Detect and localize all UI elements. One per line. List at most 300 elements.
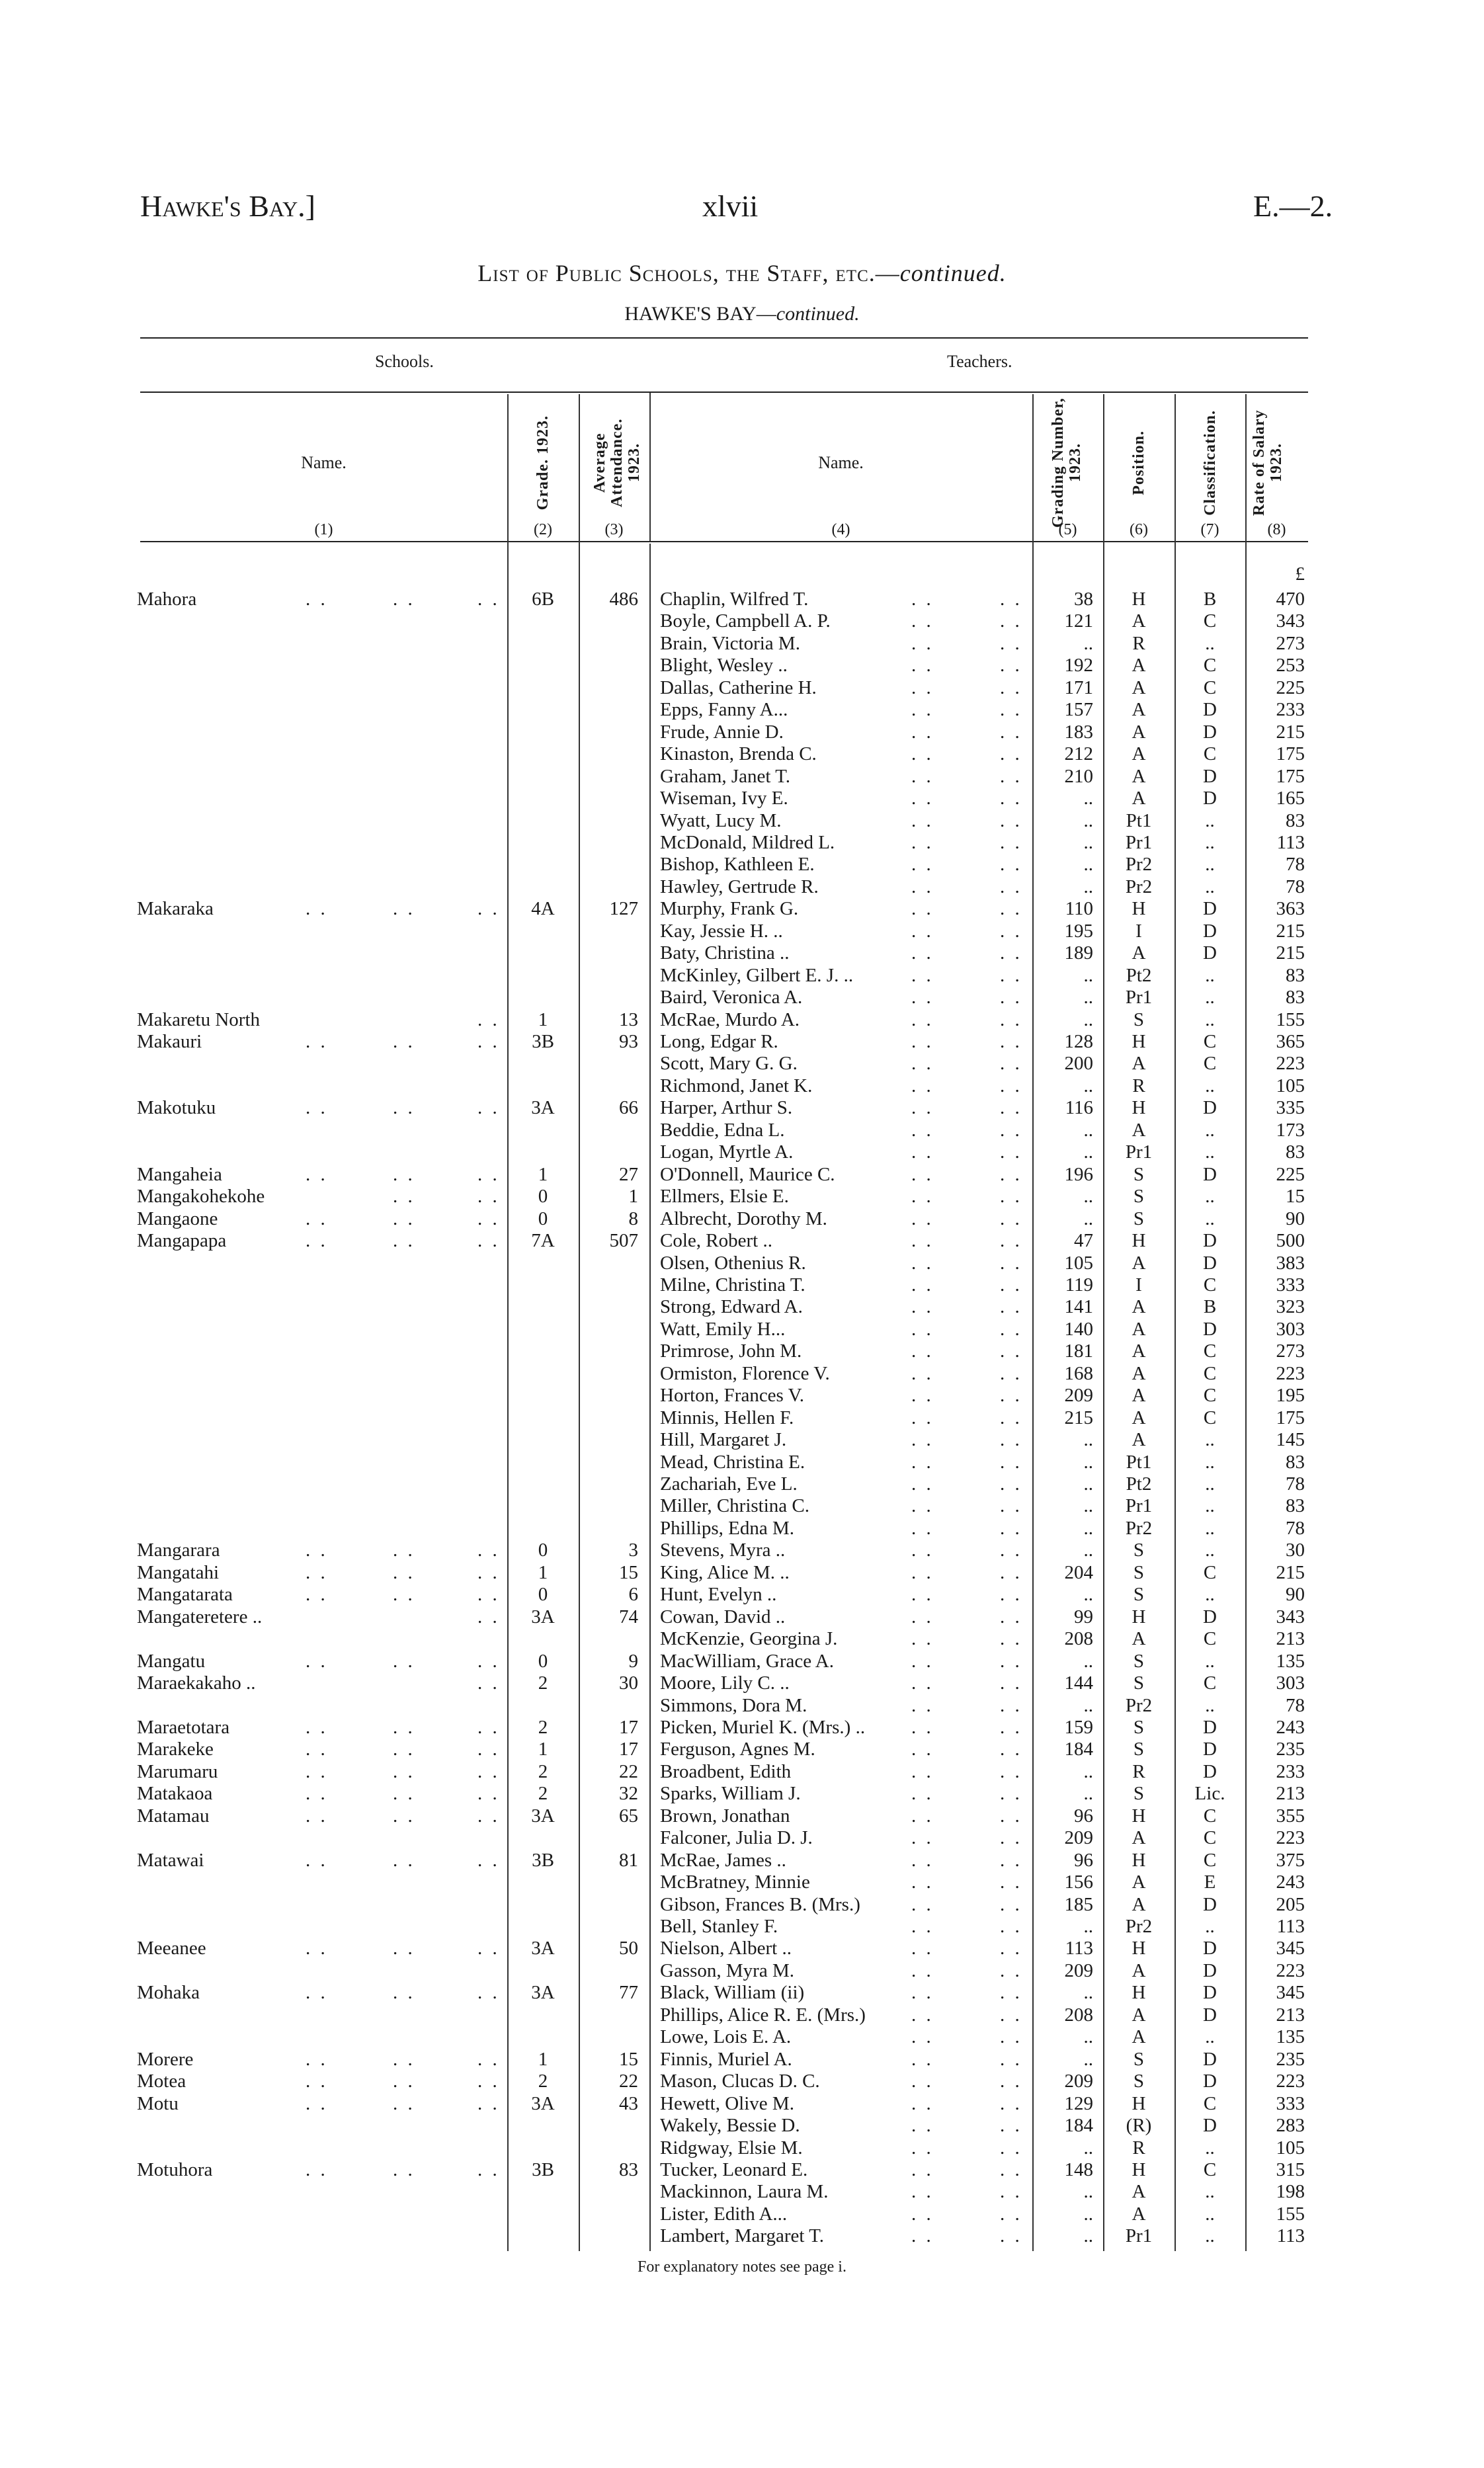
leader-dots: . . — [911, 1451, 934, 1473]
currency-symbol: £ — [1295, 563, 1305, 585]
salary: 83 — [1286, 1495, 1305, 1517]
leader-dots: . . — [1000, 876, 1022, 897]
leader-dots: . . — [911, 854, 934, 876]
col-header-attendance: Average Attendance. 1923. — [591, 418, 643, 508]
classification: .. — [1205, 1075, 1215, 1096]
leader-dots: . . — [393, 589, 415, 610]
school-name: Makaraka — [137, 898, 214, 920]
table-row — [0, 1894, 1484, 1916]
school-grade: 2 — [538, 1760, 548, 1782]
school-grade: 3A — [531, 1606, 555, 1627]
table-row — [0, 1717, 1484, 1739]
classification: B — [1203, 1296, 1217, 1318]
grading-number: 215 — [1064, 1407, 1093, 1428]
leader-dots: . . — [306, 1208, 328, 1229]
table-row — [0, 1452, 1484, 1473]
teacher-name: Blight, Wesley .. — [660, 655, 788, 677]
leader-dots: . . — [911, 809, 934, 831]
salary: 83 — [1286, 964, 1305, 986]
section-subtitle — [0, 303, 1484, 325]
grading-number: 189 — [1064, 942, 1093, 964]
leader-dots: . . — [911, 1362, 934, 1384]
leader-dots: . . — [911, 1805, 934, 1827]
leader-dots: . . — [306, 2092, 328, 2114]
col-number-5: (5) — [1058, 521, 1077, 538]
position: H — [1132, 1982, 1146, 2004]
position: A — [1132, 610, 1146, 632]
grading-number: 128 — [1064, 1031, 1093, 1052]
leader-dots: . . — [1000, 1540, 1022, 1561]
table-row — [0, 721, 1484, 743]
leader-dots: . . — [911, 2026, 934, 2048]
salary: 223 — [1276, 1362, 1305, 1384]
leader-dots: . . — [1000, 1783, 1022, 1805]
school-name: Motea — [137, 2071, 186, 2092]
teacher-name: Strong, Edward A. — [660, 1296, 803, 1318]
classification: C — [1203, 1385, 1217, 1407]
teacher-name: Ferguson, Agnes M. — [660, 1739, 815, 1760]
position: S — [1133, 1716, 1145, 1738]
position: Pr2 — [1125, 876, 1153, 897]
salary: 225 — [1276, 1163, 1305, 1185]
leader-dots: . . — [911, 920, 934, 942]
position: Pr2 — [1125, 1517, 1153, 1539]
leader-dots: . . — [911, 2181, 934, 2203]
leader-dots: . . — [1000, 831, 1022, 853]
leader-dots: . . — [1000, 1650, 1022, 1672]
school-name: Mangakohekohe — [137, 1186, 265, 1208]
position: A — [1132, 1827, 1146, 1849]
leader-dots: . . — [1000, 2004, 1022, 2026]
leader-dots: . . — [1000, 1872, 1022, 1893]
teacher-name: MacWilliam, Grace A. — [660, 1650, 834, 1672]
leader-dots: . . — [393, 1230, 415, 1252]
teacher-name: Lister, Edith A... — [660, 2203, 788, 2225]
school-name: Maraetotara — [137, 1716, 230, 1738]
salary: 83 — [1286, 987, 1305, 1008]
leader-dots: . . — [1000, 1296, 1022, 1318]
leader-dots: . . — [911, 987, 934, 1008]
table-row — [0, 610, 1484, 632]
leader-dots: . . — [393, 2071, 415, 2092]
teacher-name: Ellmers, Elsie E. — [660, 1186, 789, 1208]
salary: 175 — [1276, 765, 1305, 787]
school-grade: 0 — [538, 1584, 548, 1606]
leader-dots: . . — [477, 1650, 500, 1672]
table-row — [0, 1407, 1484, 1429]
table-row — [0, 1540, 1484, 1561]
leader-dots: . . — [1000, 1031, 1022, 1052]
leader-dots: . . — [1000, 2071, 1022, 2092]
table-row — [0, 965, 1484, 987]
salary: 500 — [1276, 1230, 1305, 1252]
teacher-name: Bell, Stanley F. — [660, 1916, 778, 1937]
classification: .. — [1205, 854, 1215, 876]
leader-dots: . . — [1000, 1517, 1022, 1539]
grading-number: .. — [1083, 964, 1093, 986]
grading-number: 181 — [1064, 1340, 1093, 1362]
group-divider — [649, 393, 651, 541]
classification: D — [1203, 1716, 1217, 1738]
position: A — [1132, 699, 1146, 721]
leader-dots: . . — [306, 589, 328, 610]
leader-dots: . . — [911, 1318, 934, 1340]
grading-number: .. — [1083, 1584, 1093, 1606]
grading-number: .. — [1083, 1783, 1093, 1805]
classification: .. — [1205, 2026, 1215, 2048]
grading-number: .. — [1083, 1517, 1093, 1539]
leader-dots: . . — [911, 721, 934, 743]
leader-dots: . . — [1000, 1451, 1022, 1473]
school-attendance: 81 — [619, 1849, 638, 1871]
leader-dots: . . — [306, 2159, 328, 2180]
leader-dots: . . — [911, 1540, 934, 1561]
leader-dots: . . — [477, 1208, 500, 1229]
classification: .. — [1205, 1141, 1215, 1163]
teacher-name: Hewett, Olive M. — [660, 2092, 794, 2114]
leader-dots: . . — [911, 1274, 934, 1296]
table-row — [0, 1075, 1484, 1097]
salary: 223 — [1276, 1959, 1305, 1981]
position: A — [1132, 1362, 1146, 1384]
school-attendance: 32 — [619, 1783, 638, 1805]
school-attendance: 27 — [619, 1163, 638, 1185]
salary: 215 — [1276, 721, 1305, 743]
teacher-name: Hawley, Gertrude R. — [660, 876, 819, 897]
table-row — [0, 1783, 1484, 1805]
teacher-name: King, Alice M. .. — [660, 1561, 790, 1583]
teacher-name: Falconer, Julia D. J. — [660, 1827, 813, 1849]
table-row — [0, 1164, 1484, 1186]
column-header-rule — [140, 541, 1308, 542]
school-attendance: 93 — [619, 1031, 638, 1052]
leader-dots: . . — [911, 1916, 934, 1937]
leader-dots: . . — [477, 1540, 500, 1561]
table-row — [0, 2159, 1484, 2181]
position: R — [1132, 2137, 1145, 2159]
table-row — [0, 1097, 1484, 1119]
classification: D — [1203, 2004, 1217, 2026]
leader-dots: . . — [477, 898, 500, 920]
school-attendance: 3 — [628, 1540, 638, 1561]
school-attendance: 66 — [619, 1097, 638, 1119]
leader-dots: . . — [393, 1540, 415, 1561]
position: A — [1132, 1385, 1146, 1407]
leader-dots: . . — [911, 1672, 934, 1694]
table-row — [0, 1938, 1484, 1959]
teacher-name: Zachariah, Eve L. — [660, 1473, 798, 1495]
grading-number: 99 — [1074, 1606, 1093, 1627]
classification: C — [1203, 1805, 1217, 1827]
leader-dots: . . — [911, 1075, 934, 1096]
table-row — [0, 1695, 1484, 1717]
school-name: Makaretu North — [137, 1008, 261, 1030]
leader-dots: . . — [1000, 743, 1022, 765]
group-header-rule — [140, 391, 1308, 393]
leader-dots: . . — [911, 1849, 934, 1871]
classification: D — [1203, 2048, 1217, 2070]
classification: C — [1203, 1561, 1217, 1583]
leader-dots: . . — [393, 2092, 415, 2114]
table-row — [0, 677, 1484, 699]
footnote: For explanatory notes see page i. — [638, 2258, 846, 2276]
teacher-name: O'Donnell, Maurice C. — [660, 1163, 835, 1185]
salary: 235 — [1276, 1739, 1305, 1760]
leader-dots: . . — [1000, 610, 1022, 632]
school-grade: 1 — [538, 1008, 548, 1030]
teacher-name: Mason, Clucas D. C. — [660, 2071, 820, 2092]
col-number-7: (7) — [1200, 521, 1219, 538]
school-attendance: 43 — [619, 2092, 638, 2114]
position: H — [1132, 1097, 1146, 1119]
leader-dots: . . — [306, 1938, 328, 1959]
position: H — [1132, 1031, 1146, 1052]
salary: 78 — [1286, 1517, 1305, 1539]
leader-dots: . . — [306, 2071, 328, 2092]
leader-dots: . . — [1000, 1340, 1022, 1362]
salary: 155 — [1276, 1008, 1305, 1030]
leader-dots: . . — [911, 699, 934, 721]
teacher-name: Ridgway, Elsie M. — [660, 2137, 803, 2159]
table-row — [0, 1495, 1484, 1517]
classification: .. — [1205, 1584, 1215, 1606]
position: S — [1133, 1208, 1145, 1229]
subtitle-text: HAWKE'S BAY— — [624, 303, 776, 325]
teacher-name: Black, William (ii) — [660, 1982, 805, 2004]
leader-dots: . . — [1000, 1318, 1022, 1340]
teacher-name: Logan, Myrtle A. — [660, 1141, 794, 1163]
leader-dots: . . — [393, 1650, 415, 1672]
classification: C — [1203, 2159, 1217, 2180]
grading-number: 148 — [1064, 2159, 1093, 2180]
leader-dots: . . — [1000, 2225, 1022, 2247]
grading-number: 144 — [1064, 1672, 1093, 1694]
position: H — [1132, 1849, 1146, 1871]
position: A — [1132, 1053, 1146, 1075]
teacher-name: Graham, Janet T. — [660, 765, 791, 787]
classification: .. — [1205, 831, 1215, 853]
school-attendance: 17 — [619, 1739, 638, 1760]
teacher-name: Brown, Jonathan — [660, 1805, 790, 1827]
table-row — [0, 1827, 1484, 1849]
position: S — [1133, 1783, 1145, 1805]
leader-dots: . . — [477, 1982, 500, 2004]
leader-dots: . . — [1000, 2115, 1022, 2137]
leader-dots: . . — [911, 655, 934, 677]
table-top-rule — [140, 337, 1308, 339]
position: S — [1133, 1672, 1145, 1694]
table-row — [0, 1186, 1484, 1208]
classification: .. — [1205, 1517, 1215, 1539]
table-row — [0, 2026, 1484, 2048]
leader-dots: . . — [911, 898, 934, 920]
school-name: Mangarara — [137, 1540, 220, 1561]
position: A — [1132, 1340, 1146, 1362]
salary: 90 — [1286, 1208, 1305, 1229]
leader-dots: . . — [1000, 964, 1022, 986]
leader-dots: . . — [477, 1561, 500, 1583]
grading-number: 157 — [1064, 699, 1093, 721]
leader-dots: . . — [911, 1872, 934, 1893]
salary: 83 — [1286, 1141, 1305, 1163]
leader-dots: . . — [306, 1163, 328, 1185]
leader-dots: . . — [306, 1716, 328, 1738]
table-row — [0, 1296, 1484, 1318]
teacher-name: Kinaston, Brenda C. — [660, 743, 817, 765]
grading-number: 183 — [1064, 721, 1093, 743]
classification: D — [1203, 788, 1217, 809]
classification: .. — [1205, 2137, 1215, 2159]
table-row — [0, 942, 1484, 964]
position: A — [1132, 677, 1146, 698]
table-row — [0, 699, 1484, 721]
position: R — [1132, 632, 1145, 654]
teacher-name: Stevens, Myra .. — [660, 1540, 786, 1561]
leader-dots: . . — [306, 1783, 328, 1805]
leader-dots: . . — [393, 1561, 415, 1583]
position: H — [1132, 1805, 1146, 1827]
position: A — [1132, 1318, 1146, 1340]
leader-dots: . . — [911, 2004, 934, 2026]
leader-dots: . . — [1000, 1274, 1022, 1296]
teacher-name: Frude, Annie D. — [660, 721, 784, 743]
classification: .. — [1205, 809, 1215, 831]
teacher-name: Wakely, Bessie D. — [660, 2115, 800, 2137]
leader-dots: . . — [1000, 1385, 1022, 1407]
grading-number: 168 — [1064, 1362, 1093, 1384]
position: R — [1132, 1075, 1145, 1096]
salary: 273 — [1276, 632, 1305, 654]
position: A — [1132, 1252, 1146, 1274]
leader-dots: . . — [911, 1473, 934, 1495]
leader-dots: . . — [911, 1407, 934, 1428]
classification: Lic. — [1194, 1783, 1225, 1805]
school-name: Maraekakaho .. — [137, 1672, 256, 1694]
school-name: Matawai — [137, 1849, 204, 1871]
leader-dots: . . — [911, 1031, 934, 1052]
classification: D — [1203, 1760, 1217, 1782]
salary: 383 — [1276, 1252, 1305, 1274]
table-row — [0, 854, 1484, 876]
grading-number: .. — [1083, 1119, 1093, 1141]
leader-dots: . . — [911, 2159, 934, 2180]
school-grade: 2 — [538, 1783, 548, 1805]
leader-dots: . . — [1000, 1739, 1022, 1760]
school-attendance: 15 — [619, 2048, 638, 2070]
leader-dots: . . — [1000, 1429, 1022, 1451]
salary: 213 — [1276, 1783, 1305, 1805]
leader-dots: . . — [1000, 765, 1022, 787]
leader-dots: . . — [911, 1827, 934, 1849]
leader-dots: . . — [306, 1982, 328, 2004]
salary: 175 — [1276, 743, 1305, 765]
teacher-name: Brain, Victoria M. — [660, 632, 800, 654]
teacher-name: Bishop, Kathleen E. — [660, 854, 815, 876]
table-row — [0, 1253, 1484, 1274]
salary: 213 — [1276, 1628, 1305, 1650]
grading-number: 121 — [1064, 610, 1093, 632]
position: A — [1132, 1296, 1146, 1318]
classification: D — [1203, 1606, 1217, 1627]
school-grade: 4A — [531, 898, 555, 920]
table-row — [0, 1031, 1484, 1053]
leader-dots: . . — [911, 1163, 934, 1185]
school-grade: 0 — [538, 1540, 548, 1561]
position: A — [1132, 655, 1146, 677]
teacher-name: Hunt, Evelyn .. — [660, 1584, 777, 1606]
table-row — [0, 1739, 1484, 1760]
salary: 198 — [1276, 2181, 1305, 2203]
table-row — [0, 2049, 1484, 2071]
leader-dots: . . — [911, 1650, 934, 1672]
col-header-teacher-name: Name. — [818, 453, 864, 472]
leader-dots: . . — [911, 1893, 934, 1915]
school-attendance: 65 — [619, 1805, 638, 1827]
teacher-name: Baty, Christina .. — [660, 942, 790, 964]
leader-dots: . . — [1000, 898, 1022, 920]
table-row — [0, 1473, 1484, 1495]
salary: 205 — [1276, 1893, 1305, 1915]
salary: 233 — [1276, 1760, 1305, 1782]
teacher-name: McKenzie, Georgina J. — [660, 1628, 838, 1650]
leader-dots: . . — [1000, 699, 1022, 721]
table-row — [0, 2004, 1484, 2026]
salary: 78 — [1286, 1694, 1305, 1716]
leader-dots: . . — [477, 1606, 500, 1627]
teacher-name: Wiseman, Ivy E. — [660, 788, 788, 809]
teacher-name: Hill, Margaret J. — [660, 1429, 787, 1451]
salary: 83 — [1286, 1451, 1305, 1473]
leader-dots: . . — [911, 1208, 934, 1229]
salary: 315 — [1276, 2159, 1305, 2180]
table-row — [0, 1120, 1484, 1141]
grading-number: 159 — [1064, 1716, 1093, 1738]
classification: D — [1203, 1230, 1217, 1252]
salary: 215 — [1276, 920, 1305, 942]
teacher-name: Milne, Christina T. — [660, 1274, 805, 1296]
leader-dots: . . — [1000, 1097, 1022, 1119]
leader-dots: . . — [911, 765, 934, 787]
grading-number: .. — [1083, 987, 1093, 1008]
teacher-name: Lowe, Lois E. A. — [660, 2026, 792, 2048]
col-number-6: (6) — [1130, 521, 1148, 538]
leader-dots: . . — [1000, 1561, 1022, 1583]
grading-number: 96 — [1074, 1849, 1093, 1871]
leader-dots: . . — [1000, 1252, 1022, 1274]
leader-dots: . . — [1000, 854, 1022, 876]
leader-dots: . . — [393, 1097, 415, 1119]
school-name: Makotuku — [137, 1097, 216, 1119]
teacher-name: Mead, Christina E. — [660, 1451, 805, 1473]
grading-number: 204 — [1064, 1561, 1093, 1583]
grading-number: 208 — [1064, 2004, 1093, 2026]
school-name: Mangaone — [137, 1208, 218, 1229]
school-attendance: 22 — [619, 2071, 638, 2092]
salary: 335 — [1276, 1097, 1305, 1119]
salary: 333 — [1276, 2092, 1305, 2114]
classification: .. — [1205, 1429, 1215, 1451]
leader-dots: . . — [477, 1008, 500, 1030]
position: S — [1133, 1540, 1145, 1561]
school-grade: 2 — [538, 1672, 548, 1694]
grading-number: .. — [1083, 788, 1093, 809]
leader-dots: . . — [911, 1561, 934, 1583]
classification: .. — [1205, 987, 1215, 1008]
salary: 363 — [1276, 898, 1305, 920]
leader-dots: . . — [1000, 987, 1022, 1008]
leader-dots: . . — [477, 2071, 500, 2092]
classification: D — [1203, 2071, 1217, 2092]
